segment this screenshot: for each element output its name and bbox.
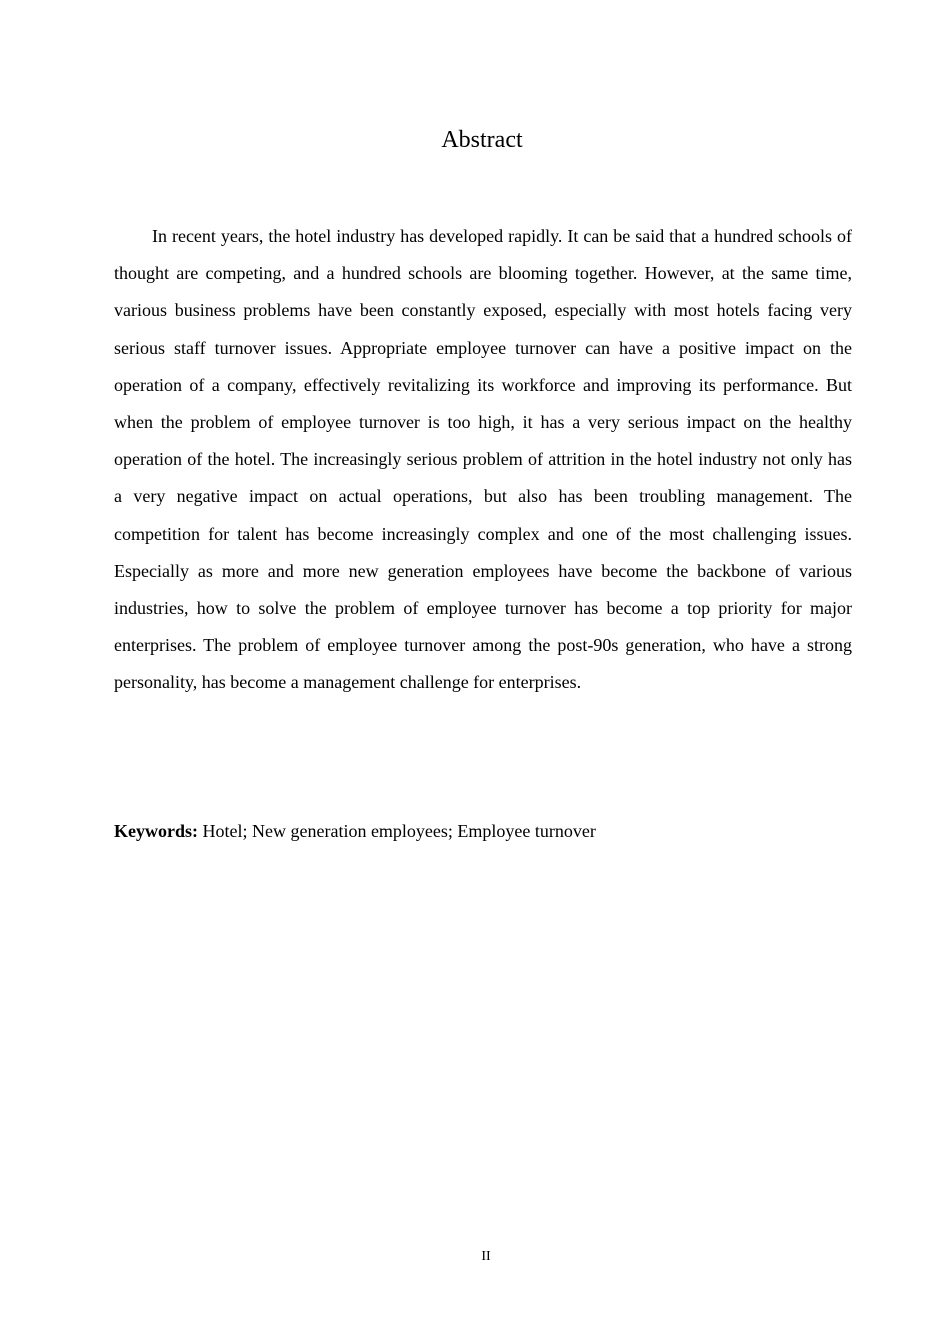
keywords-value: Hotel; New generation employees; Employee turnover xyxy=(202,821,596,841)
keywords-line xyxy=(114,815,852,847)
abstract-paragraph: In recent years, the hotel industry has developed rapidly. It can be said that a hundred schools of thought are competing, and a hundred schools are blooming together. However, at the same time, various business problems have been constantly exposed, especially with most hotels facing very serious staff turnover issues. Appropriate employee turnover can have a positive impact on the operation of a company, effectively revitalizing its workforce and improving its performance. But when the problem of employee turnover is too high, it has a very serious impact on the healthy operation of the hotel. The increasingly serious problem of attrition in the hotel industry not only has a very negative impact on actual operations, but also has been troubling management. The competition for talent has become increasingly complex and one of the most challenging issues. Especially as more and more new generation employees have become the backbone of various industries, how to solve the problem of employee turnover has become a top priority for major enterprises. The problem of employee turnover among the post-90s generation, who have a strong personality, has become a management challenge for enterprises. xyxy=(114,226,852,693)
page-number: II xyxy=(481,1249,491,1264)
page-title: Abstract xyxy=(441,127,523,153)
keywords-label: Keywords: xyxy=(114,821,198,841)
